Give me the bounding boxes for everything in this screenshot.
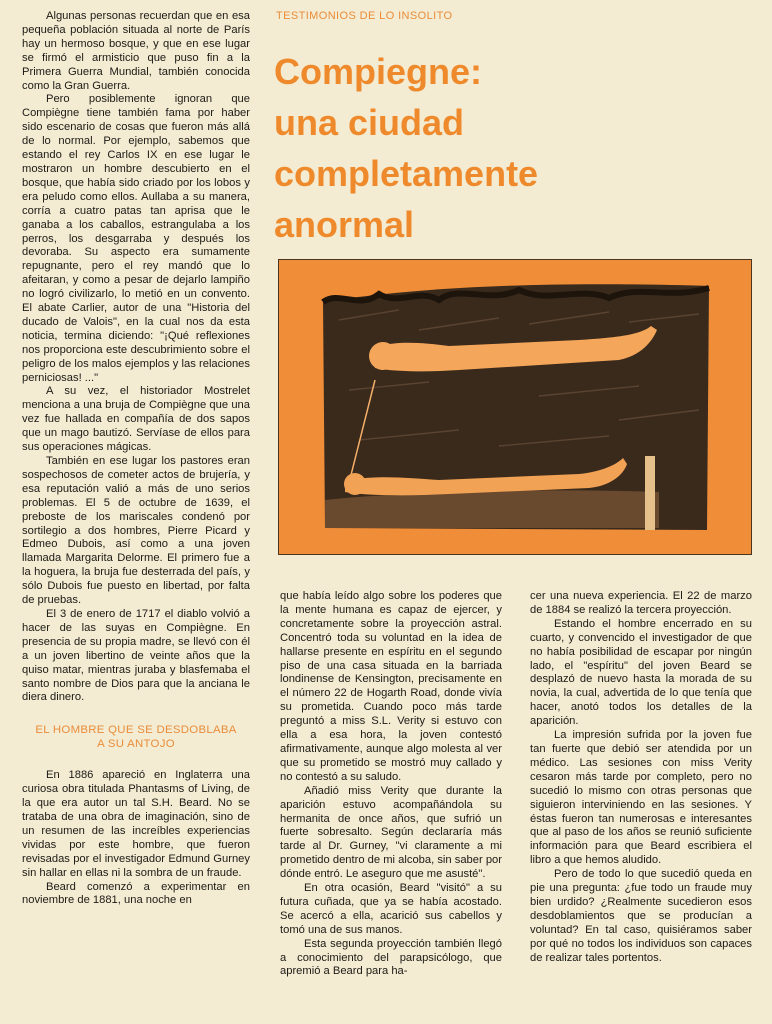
paragraph: Algunas personas recuerdan que en esa pequeña población situada al norte de París hay un hermoso bosque, y que en ese lugar se firmó el armisticio que puso fin a la Primera Guerra Mundial, también conocida como la Gran Guerra. (22, 10, 250, 92)
article-column-1 (22, 10, 250, 908)
article-title (274, 46, 694, 250)
article-illustration (278, 259, 752, 555)
levitating-man-illustration (279, 260, 751, 554)
title-line: completamente (274, 153, 539, 194)
section-header: TESTIMONIOS DE LO INSOLITO (276, 10, 453, 22)
paragraph: que había leído algo sobre los poderes que la mente humana es capaz de ejercer, y concretamente sobre la proyección astral. Concentró toda su voluntad en la idea de hallarse presente en espíritu en el segundo piso de una casa situada en la barriada londinense de Kensington, precisamente en el número 22 de Hogarth Road, donde vivía su prometida. Cuando poco más tarde preguntó a miss S.L. Verity si estuvo con ella a esa hora, la joven contestó afirmativamente, aunque algo molesta al ver que su prometido se mostró muy callado y no contestó a su saludo. (280, 590, 502, 783)
article-column-3 (530, 590, 752, 965)
paragraph: Añadió miss Verity que durante la aparición estuvo acompañándola su hermanita de once años, que sufrió un fuerte sobresalto. Según declararía más tarde al Dr. Gurney, "vi claramente a mi prometido dentro de mi alcoba, sin saber por dónde entró. Le aseguro que me asusté". (280, 784, 503, 881)
paragraph: El 3 de enero de 1717 el diablo volvió a hacer de las suyas en Compiègne. En presencia de su propia madre, se llevó con él a un joven libertino de veinte años que la quiso matar, mientras juraba y blasfemaba el santo nombre de Dios para que la anciana le diera dinero. (22, 607, 250, 704)
title-line: Compiegne: (274, 51, 483, 92)
paragraph: Esta segunda proyección también llegó a conocimiento del parapsicólogo, que apremió a Beard para ha- (280, 937, 502, 978)
paragraph: A su vez, el historiador Mostrelet menciona a una bruja de Compiègne que una vez fue hallada en compañía de dos sapos que un mago bautizó. Servíase de ellos para sus operaciones mágicas. (22, 385, 250, 454)
paragraph: Pero de todo lo que sucedió queda en pie una pregunta: ¿fue todo un fraude muy bien urdido? ¿Realmente sucedieron esos desdoblamientos que se producían a voluntad? En tal caso, quisiéramos saber por qué no todos los individuos son capaces de realizar tales portentos. (530, 868, 752, 964)
title-line: anormal (274, 204, 415, 245)
paragraph: También en ese lugar los pastores eran sospechosos de cometer actos de brujería, y esa reputación valió a más de uno serios problemas. El 5 de octubre de 1639, el preboste de los mariscales condenó por sortilegio a dos hombres, Pierre Picard y Edmeo Dubois, así como a una joven llamada Margarita Delorme. El primero fue a la hoguera, la bruja fue desterrada del país, y sólo Dubois fue puesto en libertad, por falta de pruebas. (22, 455, 250, 607)
paragraph: En 1886 apareció en Inglaterra una curiosa obra titulada Phantasms of Living, de la que era autor un tal S.H. Beard. No se trataba de una obra de imaginación, sino de un resumen de las increíbles experiencias vividas por este hombre, que fueron revisadas por el investigador Edmund Gurney sin hallar en ellas ni la sombra de un fraude. (22, 769, 250, 879)
article-column-2 (280, 590, 502, 979)
paragraph: La impresión sufrida por la joven fue tan fuerte que debió ser atendida por un médico. Las sesiones con miss Verity cesaron más tarde por completo, pero no sucedió lo mismo con otras personas que siguieron interviniendo en las sesiones. Y éstas fueron tan numerosas e interesantes que al paso de los años se reunió suficiente información para que Beard escribiera el libro a que hemos aludido. (530, 729, 752, 867)
paragraph: Pero posiblemente ignoran que Compiègne tiene también fama por haber sido escenario de cosas que fueron más allá de lo normal. Por ejemplo, sabemos que estando el rey Carlos IX en ese lugar le mostraron un hombre descubierto en el bosque, que había sido criado por los lobos y era peludo como ellos. Aullaba a su manera, corría a cuatro patas tan aprisa que le ganaba a los caballos, estrangulaba a los perros, los desgarraba y después los devoraba. Su aspecto era sumamente repugnante, pero el rey mandó que lo afeitaran, y como a pesar de dejarlo lampiño no logró civilizarlo, lo metió en un convento. El abate Carlier, autor de una "Historia del ducado de Valois", en la cual nos da esta noticia, termina diciendo: "¡Qué reflexiones nos proporciona este descubrimiento sobre el peligro de los malos ejemplos y las relaciones perniciosas! ..." (22, 93, 250, 384)
paragraph: cer una nueva experiencia. El 22 de marzo de 1884 se realizó la tercera proyección. (530, 590, 752, 616)
title-line: una ciudad (274, 102, 465, 143)
paragraph: Beard comenzó a experimentar en noviembre de 1881, una noche en (22, 880, 250, 907)
paragraph: En otra ocasión, Beard "visitó" a su futura cuñada, que ya se había acostado. Se acercó a ella, acarició sus cabellos y tomó una de sus manos. (280, 882, 502, 936)
subheading: EL HOMBRE QUE SE DESDOBLABA A SU ANTOJO (35, 724, 237, 751)
paragraph: Estando el hombre encerrado en su cuarto, y convencido el investigador de que no había posibilidad de escapar por ningún lado, el "espíritu" del joven Beard se desplazó de nuevo hasta la morada de su novia, la cual, advertida de lo que tenía que hacer, anotó todos los detalles de la aparición. (530, 617, 752, 728)
